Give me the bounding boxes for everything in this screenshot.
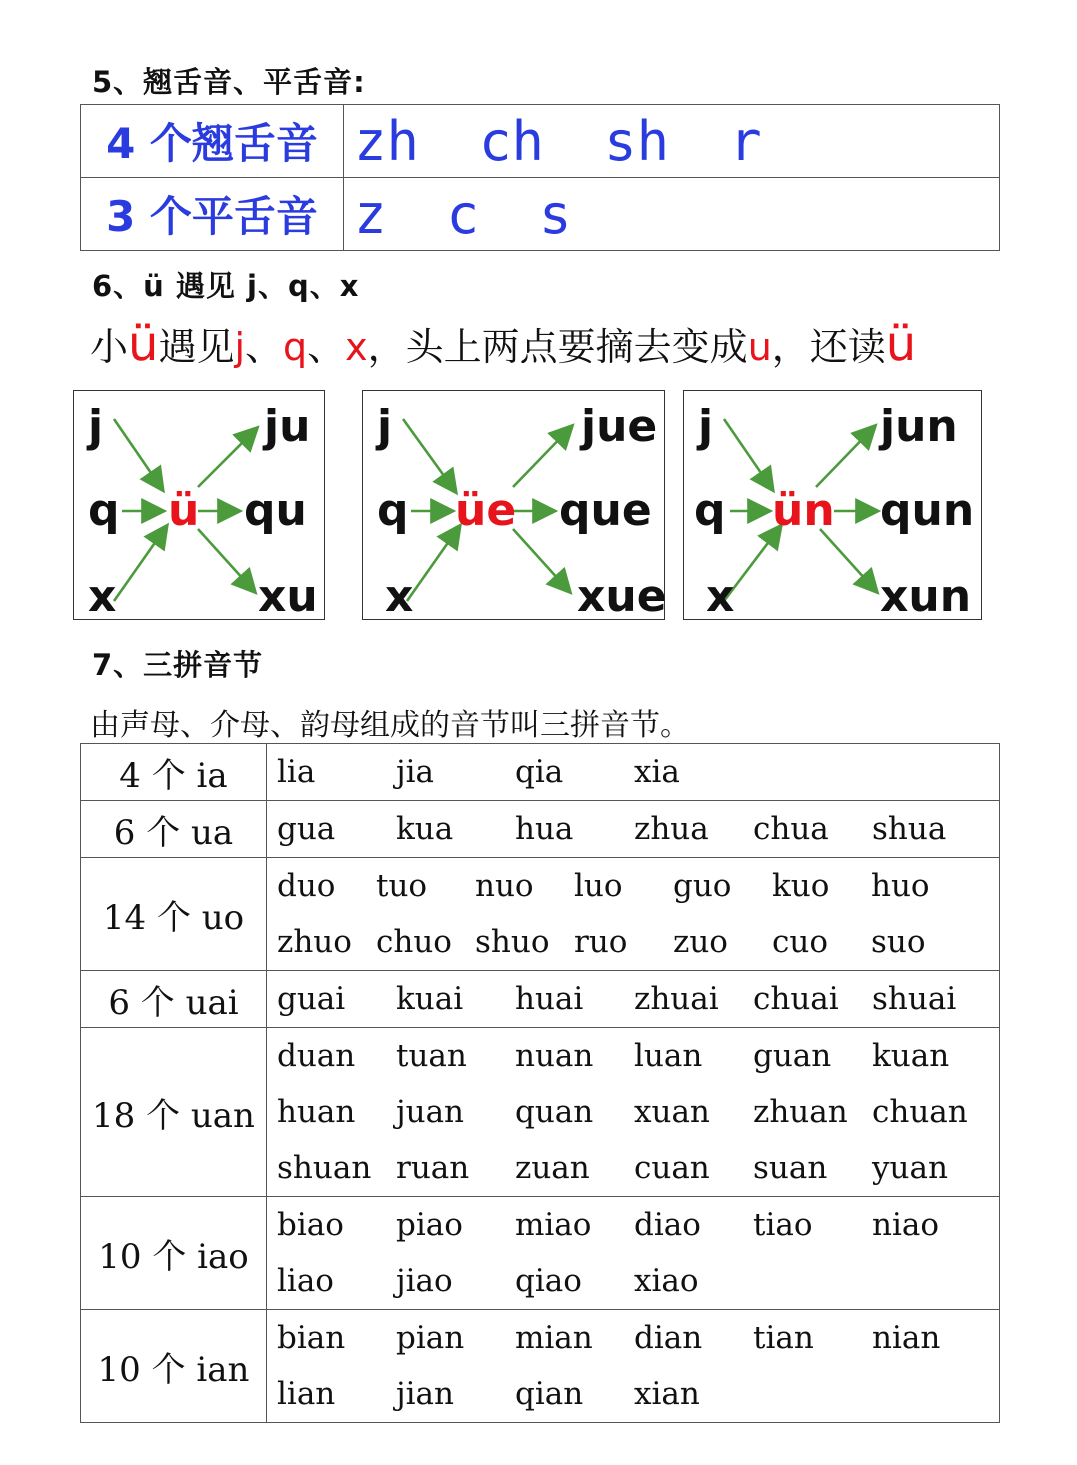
syllable-top: jun xyxy=(880,401,958,452)
table-row xyxy=(81,105,1000,178)
syllable-line xyxy=(277,1366,999,1422)
syllable: duan xyxy=(277,1038,356,1074)
syllable: xiao xyxy=(634,1263,699,1299)
syllable-top: ju xyxy=(264,401,311,452)
syllable-line xyxy=(277,1253,999,1309)
syllable: yuan xyxy=(872,1150,948,1186)
syllable: zuo xyxy=(673,924,728,960)
table-row xyxy=(81,801,1000,858)
syllable: jian xyxy=(396,1376,454,1412)
initial: sh xyxy=(604,109,670,173)
retroflex-table xyxy=(80,104,1000,251)
syllable: tian xyxy=(753,1320,814,1356)
syllable-list xyxy=(267,744,1000,801)
syllable: xuan xyxy=(634,1094,710,1130)
initial-j: j xyxy=(698,401,714,452)
initial: s xyxy=(539,182,572,246)
final-count-label: 10 个 ian xyxy=(81,1310,267,1423)
table-row xyxy=(81,858,1000,971)
syllable: juan xyxy=(396,1094,465,1130)
syllable: pian xyxy=(396,1320,465,1356)
table-row xyxy=(81,744,1000,801)
syllable: qiao xyxy=(515,1263,582,1299)
initial-j: j xyxy=(88,401,104,452)
final-count-label: 6 个 uai xyxy=(81,971,267,1028)
syllable: duo xyxy=(277,868,336,904)
syllable: chuo xyxy=(376,924,452,960)
syllable: bian xyxy=(277,1320,346,1356)
section-7-title: 7、三拼音节 xyxy=(92,648,264,682)
syllable: kua xyxy=(396,811,454,847)
syllable: zhuai xyxy=(634,981,719,1017)
syllable: luan xyxy=(634,1038,703,1074)
section-6-title: 6、ü 遇见 j、q、x xyxy=(92,269,360,303)
table-row xyxy=(81,971,1000,1028)
final-count-label: 18 个 uan xyxy=(81,1028,267,1197)
syllable: suo xyxy=(871,924,926,960)
syllable-line xyxy=(277,914,999,970)
initial-q: q xyxy=(694,485,726,536)
final-count-label: 4 个 ia xyxy=(81,744,267,801)
syllable: zhua xyxy=(634,811,709,847)
table-row xyxy=(81,1197,1000,1310)
syllable-list xyxy=(267,1310,1000,1423)
syllable-list xyxy=(267,801,1000,858)
syllable: lia xyxy=(277,754,316,790)
syllable: luo xyxy=(574,868,623,904)
syllable: biao xyxy=(277,1207,344,1243)
table-row xyxy=(81,178,1000,251)
syllable-top: jue xyxy=(581,401,658,452)
syllable: jiao xyxy=(396,1263,453,1299)
syllable: chuai xyxy=(753,981,839,1017)
syllable: kuo xyxy=(772,868,830,904)
syllable: nuan xyxy=(515,1038,594,1074)
syllable-list xyxy=(267,971,1000,1028)
syllable-line xyxy=(277,801,999,857)
initial: r xyxy=(729,109,762,173)
syllable: gua xyxy=(277,811,336,847)
syllable: dian xyxy=(634,1320,703,1356)
rule-j: j xyxy=(234,325,246,369)
syllable-line xyxy=(277,744,999,800)
syllable: shuo xyxy=(475,924,550,960)
final-count-label: 10 个 iao xyxy=(81,1197,267,1310)
syllable: zhuo xyxy=(277,924,352,960)
syllable-line xyxy=(277,1140,999,1196)
syllable-list xyxy=(267,858,1000,971)
syllable: jia xyxy=(396,754,435,790)
syllable-line xyxy=(277,1084,999,1140)
syllable: guai xyxy=(277,981,346,1017)
section-5-title: 5、翘舌音、平舌音: xyxy=(92,65,366,99)
rule-text: 、 xyxy=(307,325,346,369)
initial-x: x xyxy=(385,571,414,622)
syllable-list xyxy=(267,1028,1000,1197)
initial-q: q xyxy=(377,485,409,536)
syllable: cuan xyxy=(634,1150,710,1186)
syllable-line xyxy=(277,1028,999,1084)
rule-u-umlaut: ü xyxy=(128,316,159,372)
initial-x: x xyxy=(88,571,117,622)
u-rule-sentence xyxy=(90,316,916,372)
syllable: qia xyxy=(515,754,564,790)
syllable-mid: que xyxy=(559,485,652,536)
syllable: quan xyxy=(515,1094,594,1130)
final-center: ün xyxy=(772,485,835,536)
syllable-line xyxy=(277,971,999,1027)
syllable-list xyxy=(267,1197,1000,1310)
syllable: tiao xyxy=(753,1207,813,1243)
jqx-un-diagram xyxy=(683,390,982,620)
syllable: kuai xyxy=(396,981,464,1017)
jqx-ue-diagram xyxy=(362,390,665,620)
rule-text: 遇见 xyxy=(158,325,235,369)
rule-u-umlaut: ü xyxy=(885,316,917,372)
syllable: xian xyxy=(634,1376,700,1412)
syllable: zhuan xyxy=(753,1094,848,1130)
syllable: shuan xyxy=(277,1150,372,1186)
table-row xyxy=(81,1310,1000,1423)
final-center: üe xyxy=(455,485,517,536)
rule-u: u xyxy=(747,325,772,369)
syllable: suan xyxy=(753,1150,828,1186)
retroflex-values xyxy=(344,105,1000,178)
syllable: hua xyxy=(515,811,574,847)
syllable: qian xyxy=(515,1376,584,1412)
syllable: huan xyxy=(277,1094,356,1130)
syllable: cuo xyxy=(772,924,828,960)
initial-q: q xyxy=(88,485,120,536)
final-center: ü xyxy=(168,485,200,536)
syllable-bottom: xun xyxy=(880,571,972,622)
syllable-mid: qu xyxy=(244,485,307,536)
syllable-line xyxy=(277,1310,999,1366)
syllable: mian xyxy=(515,1320,593,1356)
final-count-label: 6 个 ua xyxy=(81,801,267,858)
syllable: miao xyxy=(515,1207,592,1243)
syllable: guo xyxy=(673,868,732,904)
syllable: xia xyxy=(634,754,680,790)
initial-x: x xyxy=(706,571,735,622)
rule-text: 小 xyxy=(90,325,129,369)
syllable: ruo xyxy=(574,924,628,960)
syllable: diao xyxy=(634,1207,701,1243)
rule-text: ，还读 xyxy=(771,325,886,369)
syllable: nuo xyxy=(475,868,534,904)
jqx-u-diagram xyxy=(73,390,325,620)
syllable-line xyxy=(277,858,999,914)
section-7-description: 由声母、介母、韵母组成的音节叫三拼音节。 xyxy=(90,708,690,743)
initial: z xyxy=(354,182,387,246)
syllable: tuo xyxy=(376,868,428,904)
syllable: lian xyxy=(277,1376,336,1412)
syllable: piao xyxy=(396,1207,463,1243)
initial: c xyxy=(446,182,480,246)
retroflex-label: 4 个翘舌音 xyxy=(81,105,344,178)
syllable-bottom: xu xyxy=(258,571,318,622)
initial: zh xyxy=(354,109,420,173)
syllable: shua xyxy=(872,811,947,847)
final-count-label: 14 个 uo xyxy=(81,858,267,971)
rule-text: ，头上两点要摘去变成 xyxy=(367,325,748,369)
triple-syllable-table xyxy=(80,743,1000,1423)
syllable: huo xyxy=(871,868,930,904)
syllable: nian xyxy=(872,1320,941,1356)
initial: ch xyxy=(479,109,545,173)
table-row xyxy=(81,1028,1000,1197)
syllable: kuan xyxy=(872,1038,950,1074)
syllable-mid: qun xyxy=(880,485,975,536)
flat-tongue-label: 3 个平舌音 xyxy=(81,178,344,251)
syllable: chuan xyxy=(872,1094,968,1130)
initial-j: j xyxy=(377,401,393,452)
syllable: niao xyxy=(872,1207,940,1243)
syllable-line xyxy=(277,1197,999,1253)
syllable: shuai xyxy=(872,981,957,1017)
rule-q: q xyxy=(283,325,308,369)
rule-x: x xyxy=(345,325,368,369)
syllable: zuan xyxy=(515,1150,590,1186)
syllable: chua xyxy=(753,811,829,847)
syllable: tuan xyxy=(396,1038,467,1074)
syllable: ruan xyxy=(396,1150,470,1186)
flat-tongue-values xyxy=(344,178,1000,251)
syllable: liao xyxy=(277,1263,334,1299)
syllable: huai xyxy=(515,981,584,1017)
syllable-bottom: xue xyxy=(577,571,667,622)
syllable: guan xyxy=(753,1038,832,1074)
rule-text: 、 xyxy=(245,325,284,369)
